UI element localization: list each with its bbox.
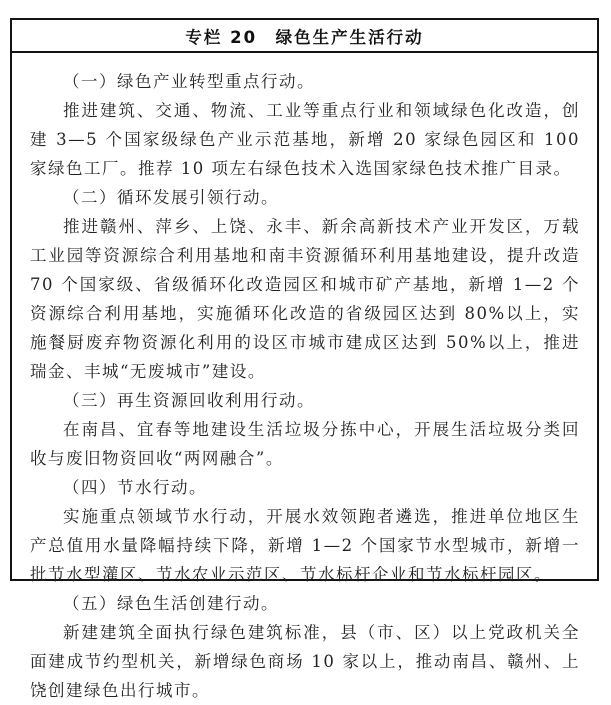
section-3-body: 在南昌、宜春等地建设生活垃圾分拣中心，开展生活垃圾分类回收与废旧物资回收“两网融合”。 bbox=[30, 420, 580, 468]
section-1-body: 推进建筑、交通、物流、工业等重点行业和领域绿色化改造，创建 3—5 个国家级绿色产业示范基地，新增 20 家绿色园区和 100 家绿色工厂。推荐 10 项左右绿色技术入选国家绿色技术推广目录。 bbox=[30, 101, 580, 178]
panel-title: 专栏 20 绿色生产生活行动 bbox=[12, 20, 597, 53]
section-2-heading: （二）循环发展引领行动。 bbox=[63, 188, 279, 207]
section-5-body: 新建建筑全面执行绿色建筑标准，县（市、区）以上党政机关全面建成节约型机关，新增绿色商场 10 家以上，推动南昌、赣州、上饶创建绿色出行城市。 bbox=[30, 623, 580, 700]
section-5-heading: （五）绿色生活创建行动。 bbox=[63, 594, 279, 613]
panel-body bbox=[12, 53, 597, 705]
section-4-body: 实施重点领域节水行动，开展水效领跑者遴选，推进单位地区生产总值用水量降幅持续下降，新增 1—2 个国家节水型城市，新增一批节水型灌区、节水农业示范区、节水标杆企业和节水标杆园区。 bbox=[30, 507, 580, 584]
section-4-heading: （四）节水行动。 bbox=[63, 478, 207, 497]
column-panel bbox=[10, 18, 599, 700]
section-2-body: 推进赣州、萍乡、上饶、永丰、新余高新技术产业开发区，万载工业园等资源综合利用基地和南丰资源循环利用基地建设，提升改造 70 个国家级、省级循环化改造园区和城市矿产基地，新增 1—2 个资源综合利用基地，实施循环化改造的省级园区达到 80%以上，实施餐厨废弃物资源化利用的设区市城市建成区达到 50%以上，推进瑞金、丰城“无废城市”建设。 bbox=[30, 217, 580, 381]
section-1-heading: （一）绿色产业转型重点行动。 bbox=[63, 72, 315, 91]
section-3-heading: （三）再生资源回收利用行动。 bbox=[63, 391, 315, 410]
